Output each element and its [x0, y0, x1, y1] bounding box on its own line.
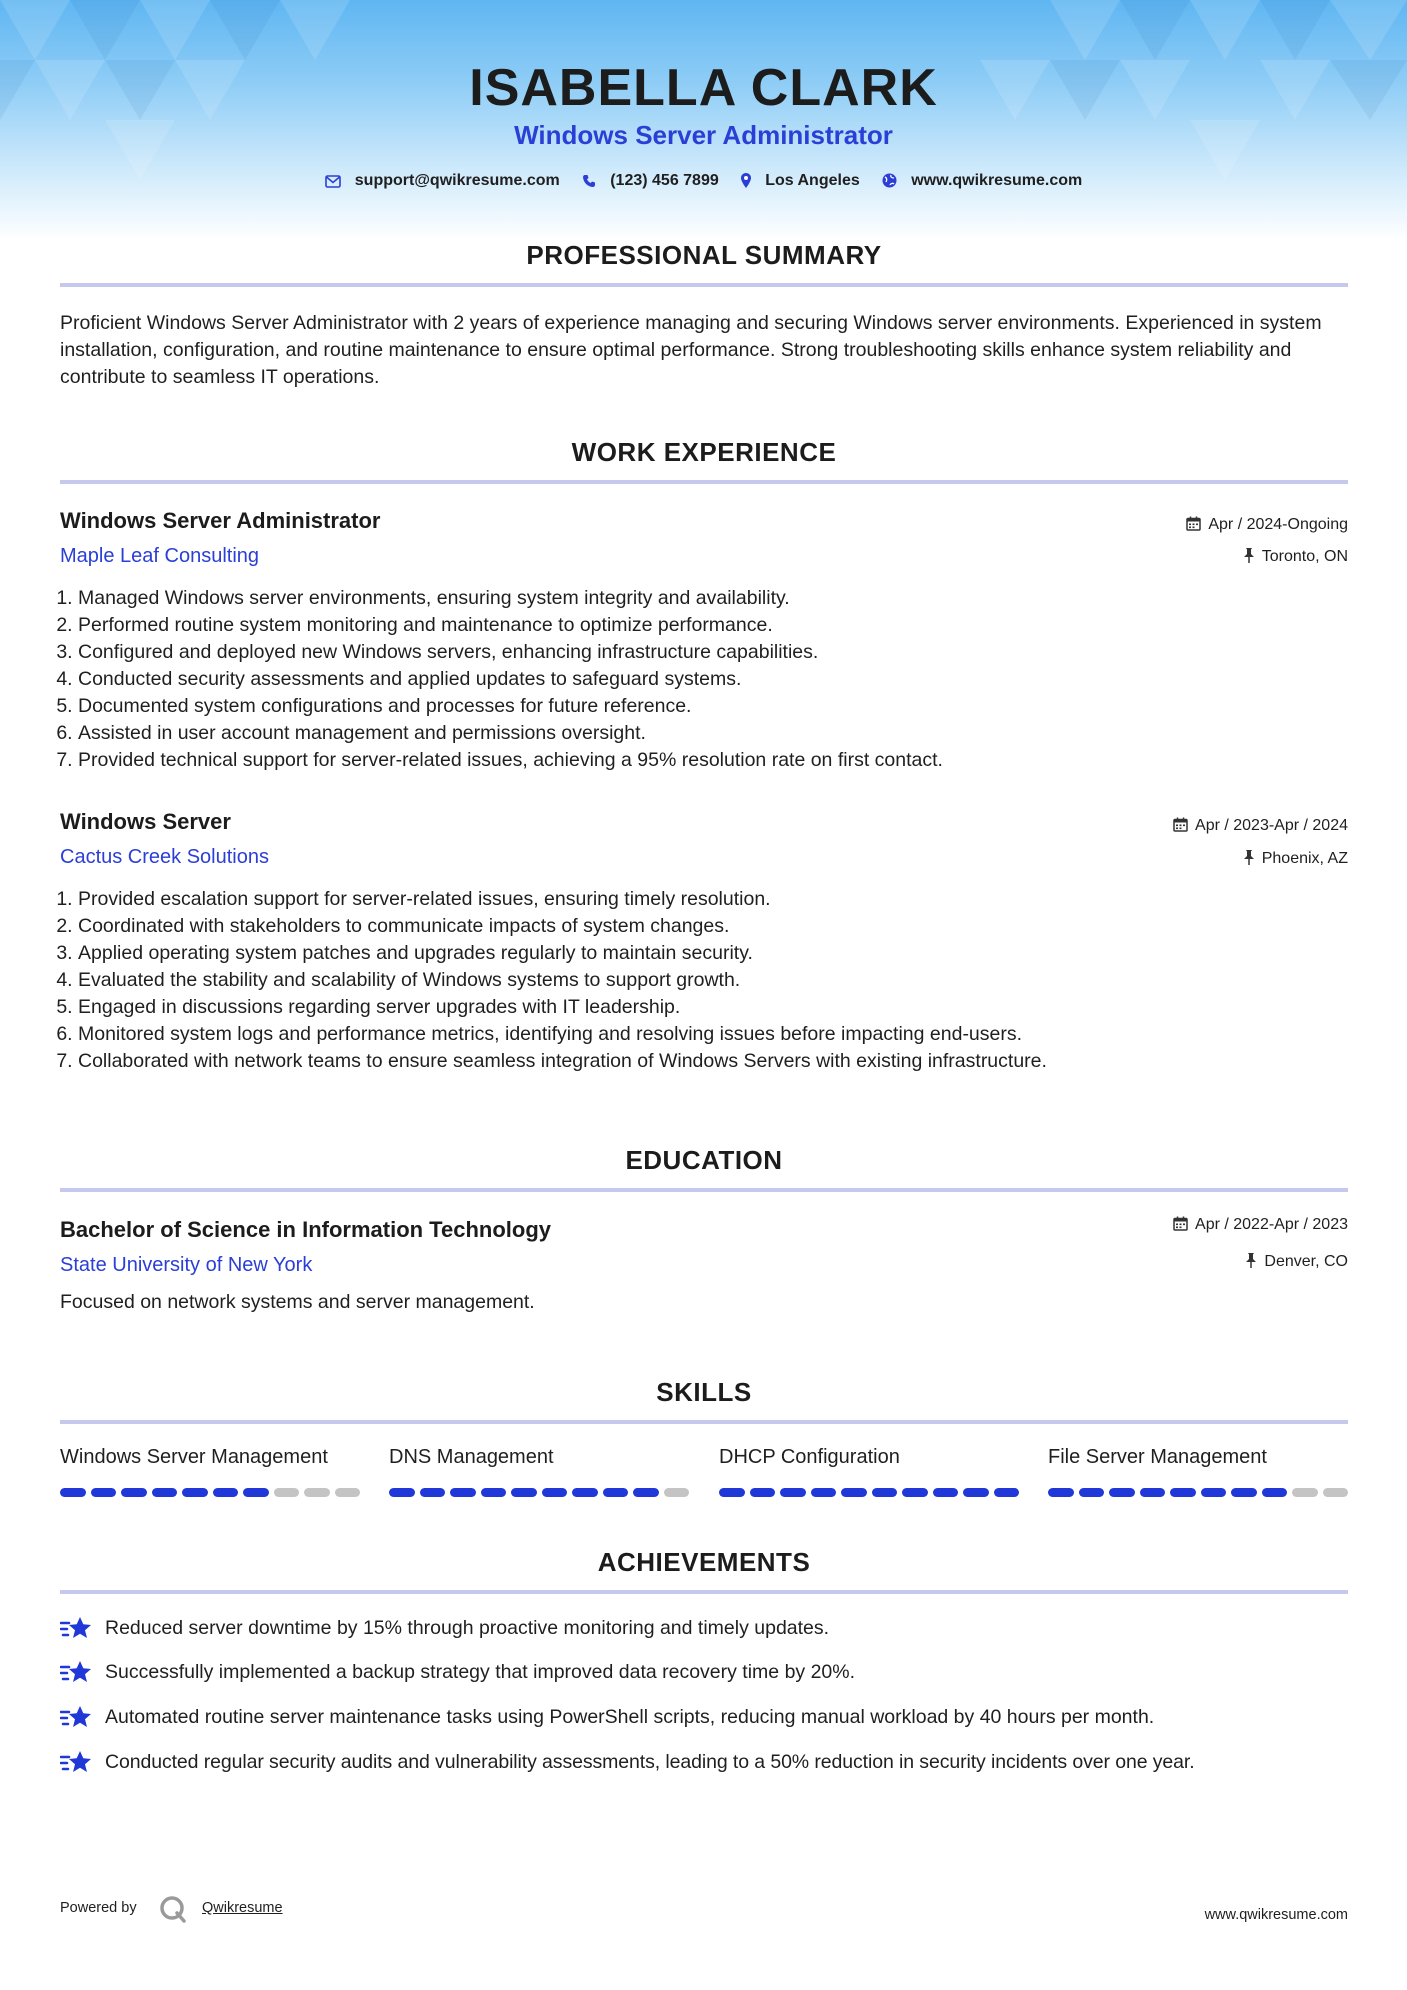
contact-bar: [0, 172, 1407, 190]
list-item: 4. Evaluated the stability and scalability of Windows systems to support growth.: [78, 967, 1368, 994]
skill-level-segment: [633, 1488, 659, 1497]
skills-divider: [60, 1420, 1348, 1424]
star-icon: [60, 1704, 92, 1732]
education-dates-text: Apr / 2022-Apr / 2023: [1195, 1216, 1348, 1233]
skill-level-segment: [1079, 1488, 1105, 1497]
contact-email-text: support@qwikresume.com: [354, 172, 560, 189]
skill-level-segment: [780, 1488, 806, 1497]
skill-level-segment: [243, 1488, 269, 1497]
degree-title: Bachelor of Science in Information Technology: [60, 1217, 551, 1242]
education-heading: EDUCATION: [625, 1145, 783, 1175]
calendar-icon: [1186, 516, 1201, 531]
skill-level-segment: [542, 1488, 568, 1497]
experience-divider: [60, 480, 1348, 484]
qwikresume-logo-icon: [158, 1894, 188, 1924]
skill-level-segment: [1262, 1488, 1288, 1497]
footer-powered-by: [60, 1900, 283, 1916]
skill-name: Windows Server Management: [60, 1446, 328, 1468]
skill-level-segment: [994, 1488, 1020, 1497]
contact-location: [741, 172, 864, 189]
job-responsibilities: [54, 886, 1368, 1075]
job-dates-text: Apr / 2024-Ongoing: [1208, 516, 1348, 533]
globe-icon: [882, 173, 897, 188]
skill-level-segment: [872, 1488, 898, 1497]
achievements-heading: ACHIEVEMENTS: [597, 1547, 811, 1577]
list-item: 6. Assisted in user account management and permissions oversight.: [78, 720, 1368, 747]
list-item: 5. Engaged in discussions regarding server upgrades with IT leadership.: [78, 994, 1368, 1021]
experience-heading: WORK EXPERIENCE: [571, 437, 837, 467]
skill-level-bar: [1048, 1488, 1348, 1497]
skill-name: DNS Management: [389, 1446, 554, 1468]
skill-level-segment: [1201, 1488, 1227, 1497]
list-item: 1. Provided escalation support for server-related issues, ensuring timely resolution.: [78, 886, 1368, 913]
skill-level-segment: [572, 1488, 598, 1497]
job-location-text: Phoenix, AZ: [1261, 850, 1348, 867]
achievement-text: Successfully implemented a backup strategy that improved data recovery time by 20%.: [105, 1661, 856, 1683]
skill-level-segment: [811, 1488, 837, 1497]
skill-level-segment: [121, 1488, 147, 1497]
job-dates: [1186, 516, 1348, 534]
skill-level-bar: [389, 1488, 689, 1497]
powered-by-label: Powered by: [60, 1900, 137, 1916]
skill-item: [719, 1446, 1019, 1497]
achievement-text: Conducted regular security audits and vulnerability assessments, leading to a 50% reduction in security incidents over one year.: [105, 1751, 1195, 1773]
contact-location-text: Los Angeles: [765, 172, 860, 189]
job-location: [1243, 548, 1348, 566]
list-item: 7. Provided technical support for server-related issues, achieving a 95% resolution rate on first contact.: [78, 747, 1368, 774]
list-item: 6. Monitored system logs and performance metrics, identifying and resolving issues before impacting end-users.: [78, 1021, 1368, 1048]
skill-item: [60, 1446, 360, 1497]
achievements-divider: [60, 1590, 1348, 1594]
achievement-text: Reduced server downtime by 15% through proactive monitoring and timely updates.: [105, 1617, 830, 1639]
job-company[interactable]: Cactus Creek Solutions: [60, 846, 269, 868]
list-item: 7. Collaborated with network teams to ensure seamless integration of Windows Servers with existing infrastructure.: [78, 1048, 1368, 1075]
pushpin-icon: [1245, 1253, 1257, 1268]
map-pin-icon: [741, 173, 751, 188]
contact-website-text: www.qwikresume.com: [911, 172, 1083, 189]
skill-level-segment: [1170, 1488, 1196, 1497]
skill-level-segment: [603, 1488, 629, 1497]
list-item: 3. Applied operating system patches and upgrades regularly to maintain security.: [78, 940, 1368, 967]
skill-level-segment: [1140, 1488, 1166, 1497]
skill-item: [1048, 1446, 1348, 1497]
skill-level-segment: [389, 1488, 415, 1497]
job-title: Windows Server Administrator: [60, 508, 381, 533]
skill-level-segment: [420, 1488, 446, 1497]
education-divider: [60, 1188, 1348, 1192]
skill-level-segment: [274, 1488, 300, 1497]
summary-divider: [60, 283, 1348, 287]
contact-website[interactable]: [882, 172, 1082, 189]
list-item: 5. Documented system configurations and processes for future reference.: [78, 693, 1368, 720]
skill-level-bar: [719, 1488, 1019, 1497]
phone-icon: [582, 174, 596, 188]
list-item: 4. Conducted security assessments and applied updates to safeguard systems.: [78, 666, 1368, 693]
summary-text: Proficient Windows Server Administrator with 2 years of experience managing and securing Windows server environments. Experienced in system installation, configuration, and routine maintenance to ensure optimal performance. Strong troubleshooting skills enhance system reliability and contribute to seamless IT operations.: [60, 312, 1322, 388]
job-company[interactable]: Maple Leaf Consulting: [60, 545, 260, 567]
education-description: Focused on network systems and server management.: [60, 1291, 535, 1313]
skill-level-segment: [933, 1488, 959, 1497]
skill-level-segment: [91, 1488, 117, 1497]
star-icon: [60, 1749, 92, 1777]
education-dates: [1173, 1216, 1348, 1234]
job-responsibilities: [54, 585, 1368, 774]
skill-level-bar: [60, 1488, 360, 1497]
pushpin-icon: [1243, 548, 1255, 563]
star-icon: [60, 1659, 92, 1687]
list-item: 2. Performed routine system monitoring and maintenance to optimize performance.: [78, 612, 1368, 639]
education-location-text: Denver, CO: [1264, 1253, 1348, 1270]
pushpin-icon: [1243, 850, 1255, 865]
skill-level-segment: [841, 1488, 867, 1497]
list-item: 1. Managed Windows server environments, ensuring system integrity and availability.: [78, 585, 1368, 612]
contact-phone[interactable]: [582, 172, 723, 189]
skill-level-segment: [1231, 1488, 1257, 1497]
school-name[interactable]: State University of New York: [60, 1254, 313, 1276]
envelope-icon: [325, 175, 341, 188]
footer-url[interactable]: www.qwikresume.com: [1204, 1907, 1348, 1923]
list-item: 2. Coordinated with stakeholders to communicate impacts of system changes.: [78, 913, 1368, 940]
contact-email[interactable]: [325, 172, 564, 189]
skill-level-segment: [1048, 1488, 1074, 1497]
job-dates-text: Apr / 2023-Apr / 2024: [1195, 817, 1348, 834]
skill-level-segment: [511, 1488, 537, 1497]
skill-level-segment: [481, 1488, 507, 1497]
skill-level-segment: [182, 1488, 208, 1497]
skill-level-segment: [750, 1488, 776, 1497]
skill-level-segment: [450, 1488, 476, 1497]
skill-level-segment: [60, 1488, 86, 1497]
skills-heading: SKILLS: [656, 1377, 752, 1407]
job-location: [1243, 850, 1348, 868]
skill-item: [389, 1446, 689, 1497]
list-item: 3. Configured and deployed new Windows servers, enhancing infrastructure capabilities.: [78, 639, 1368, 666]
star-icon: [60, 1615, 92, 1643]
achievement-text: Automated routine server maintenance tasks using PowerShell scripts, reducing manual workload by 40 hours per month.: [105, 1706, 1155, 1728]
skill-level-segment: [152, 1488, 178, 1497]
skill-level-segment: [213, 1488, 239, 1497]
skill-level-segment: [1323, 1488, 1349, 1497]
calendar-icon: [1173, 1216, 1188, 1231]
summary-heading: PROFESSIONAL SUMMARY: [526, 240, 882, 270]
contact-phone-text: (123) 456 7899: [610, 172, 719, 189]
skill-level-segment: [1109, 1488, 1135, 1497]
job-location-text: Toronto, ON: [1261, 548, 1348, 565]
candidate-name: ISABELLA CLARK: [469, 59, 938, 117]
skill-name: File Server Management: [1048, 1446, 1267, 1468]
job-title: Windows Server: [60, 809, 231, 834]
job-dates: [1173, 817, 1348, 835]
qwikresume-link[interactable]: Qwikresume: [202, 1900, 283, 1916]
skill-level-segment: [335, 1488, 361, 1497]
skill-level-segment: [963, 1488, 989, 1497]
skill-name: DHCP Configuration: [719, 1446, 900, 1468]
skill-level-segment: [304, 1488, 330, 1497]
skill-level-segment: [664, 1488, 690, 1497]
education-location: [1245, 1253, 1348, 1271]
skill-level-segment: [1292, 1488, 1318, 1497]
skill-level-segment: [719, 1488, 745, 1497]
calendar-icon: [1173, 817, 1188, 832]
candidate-role: Windows Server Administrator: [514, 120, 893, 150]
skill-level-segment: [902, 1488, 928, 1497]
